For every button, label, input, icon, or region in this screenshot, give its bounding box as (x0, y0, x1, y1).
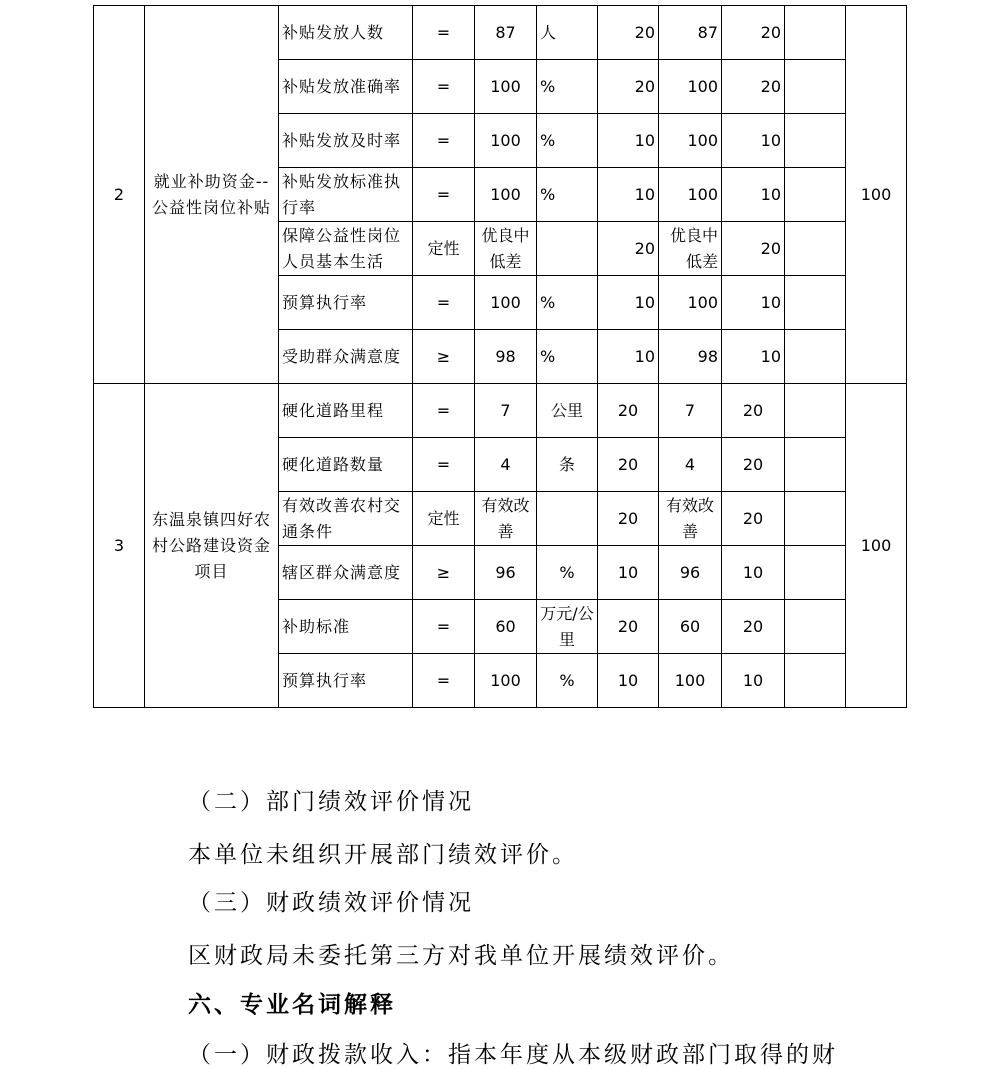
actual-value-cell: 100 (659, 276, 722, 330)
actual-value-cell: 100 (659, 60, 722, 114)
operator-cell: = (413, 114, 475, 168)
operator-cell: = (413, 168, 475, 222)
paragraph-dept-eval: 本单位未组织开展部门绩效评价。 (188, 842, 578, 868)
indicator-score-cell: 20 (722, 384, 785, 438)
unit-cell: % (537, 654, 598, 708)
operator-cell: 定性 (413, 222, 475, 276)
indicator-name-cell: 补助标准 (279, 600, 413, 654)
indicator-score-cell: 20 (722, 492, 785, 546)
table-row (94, 384, 907, 438)
project-score-cell: 100 (846, 384, 907, 708)
indicator-score-cell: 10 (722, 168, 785, 222)
weight-cell: 20 (598, 384, 659, 438)
blank-cell (785, 438, 846, 492)
operator-cell: 定性 (413, 492, 475, 546)
target-value-cell: 100 (475, 60, 537, 114)
blank-cell (785, 600, 846, 654)
target-value-cell: 100 (475, 276, 537, 330)
weight-cell: 20 (598, 492, 659, 546)
unit-cell: % (537, 114, 598, 168)
operator-cell: = (413, 438, 475, 492)
indicator-score-cell: 20 (722, 6, 785, 60)
project-score-cell: 100 (846, 6, 907, 384)
blank-cell (785, 222, 846, 276)
target-value-cell: 100 (475, 168, 537, 222)
blank-cell (785, 330, 846, 384)
actual-value-cell: 87 (659, 6, 722, 60)
unit-cell (537, 492, 598, 546)
weight-cell: 20 (598, 600, 659, 654)
target-value-cell: 98 (475, 330, 537, 384)
blank-cell (785, 276, 846, 330)
target-value-cell: 7 (475, 384, 537, 438)
indicator-name-cell: 保障公益性岗位人员基本生活 (279, 222, 413, 276)
table-row (94, 6, 907, 60)
indicator-name-cell: 有效改善农村交通条件 (279, 492, 413, 546)
actual-value-cell: 100 (659, 654, 722, 708)
indicator-name-cell: 预算执行率 (279, 654, 413, 708)
project-name-cell: 东温泉镇四好农村公路建设资金项目 (145, 384, 279, 708)
weight-cell: 20 (598, 60, 659, 114)
blank-cell (785, 654, 846, 708)
indicator-name-cell: 受助群众满意度 (279, 330, 413, 384)
blank-cell (785, 114, 846, 168)
project-number-cell: 3 (94, 384, 145, 708)
blank-cell (785, 168, 846, 222)
actual-value-cell: 有效改善 (659, 492, 722, 546)
weight-cell: 20 (598, 222, 659, 276)
weight-cell: 10 (598, 168, 659, 222)
indicator-name-cell: 预算执行率 (279, 276, 413, 330)
section-heading-finance-eval: （三）财政绩效评价情况 (188, 890, 474, 916)
indicator-name-cell: 硬化道路里程 (279, 384, 413, 438)
unit-cell: 万元/公里 (537, 600, 598, 654)
section-heading-dept-eval: （二）部门绩效评价情况 (188, 789, 474, 815)
section-heading-glossary: 六、专业名词解释 (188, 992, 396, 1018)
target-value-cell: 100 (475, 114, 537, 168)
actual-value-cell: 4 (659, 438, 722, 492)
target-value-cell: 87 (475, 6, 537, 60)
actual-value-cell: 7 (659, 384, 722, 438)
project-number-cell: 2 (94, 6, 145, 384)
weight-cell: 10 (598, 330, 659, 384)
weight-cell: 10 (598, 546, 659, 600)
weight-cell: 10 (598, 654, 659, 708)
target-value-cell: 优良中低差 (475, 222, 537, 276)
indicator-score-cell: 10 (722, 546, 785, 600)
operator-cell: = (413, 654, 475, 708)
indicator-score-cell: 20 (722, 600, 785, 654)
actual-value-cell: 100 (659, 114, 722, 168)
blank-cell (785, 492, 846, 546)
unit-cell: 公里 (537, 384, 598, 438)
unit-cell: 条 (537, 438, 598, 492)
indicator-score-cell: 10 (722, 276, 785, 330)
unit-cell: % (537, 546, 598, 600)
paragraph-glossary-1: （一）财政拨款收入：指本年度从本级财政部门取得的财 (188, 1042, 838, 1068)
target-value-cell: 有效改善 (475, 492, 537, 546)
actual-value-cell: 98 (659, 330, 722, 384)
indicator-name-cell: 补贴发放标准执行率 (279, 168, 413, 222)
blank-cell (785, 384, 846, 438)
unit-cell: % (537, 60, 598, 114)
unit-cell: 人 (537, 6, 598, 60)
unit-cell (537, 222, 598, 276)
indicator-score-cell: 10 (722, 114, 785, 168)
actual-value-cell: 优良中低差 (659, 222, 722, 276)
operator-cell: = (413, 600, 475, 654)
indicator-name-cell: 辖区群众满意度 (279, 546, 413, 600)
actual-value-cell: 100 (659, 168, 722, 222)
actual-value-cell: 60 (659, 600, 722, 654)
paragraph-finance-eval: 区财政局未委托第三方对我单位开展绩效评价。 (188, 943, 734, 969)
indicator-score-cell: 20 (722, 222, 785, 276)
blank-cell (785, 60, 846, 114)
operator-cell: ≥ (413, 546, 475, 600)
indicator-score-cell: 20 (722, 60, 785, 114)
weight-cell: 10 (598, 276, 659, 330)
indicator-score-cell: 10 (722, 654, 785, 708)
performance-table (93, 5, 907, 708)
operator-cell: = (413, 60, 475, 114)
target-value-cell: 4 (475, 438, 537, 492)
operator-cell: = (413, 6, 475, 60)
operator-cell: = (413, 276, 475, 330)
blank-cell (785, 6, 846, 60)
indicator-name-cell: 硬化道路数量 (279, 438, 413, 492)
operator-cell: = (413, 384, 475, 438)
indicator-name-cell: 补贴发放及时率 (279, 114, 413, 168)
weight-cell: 20 (598, 6, 659, 60)
blank-cell (785, 546, 846, 600)
indicator-score-cell: 10 (722, 330, 785, 384)
weight-cell: 20 (598, 438, 659, 492)
project-name-cell: 就业补助资金--公益性岗位补贴 (145, 6, 279, 384)
indicator-score-cell: 20 (722, 438, 785, 492)
operator-cell: ≥ (413, 330, 475, 384)
target-value-cell: 60 (475, 600, 537, 654)
indicator-name-cell: 补贴发放人数 (279, 6, 413, 60)
unit-cell: % (537, 276, 598, 330)
target-value-cell: 100 (475, 654, 537, 708)
target-value-cell: 96 (475, 546, 537, 600)
indicator-name-cell: 补贴发放准确率 (279, 60, 413, 114)
unit-cell: % (537, 168, 598, 222)
unit-cell: % (537, 330, 598, 384)
actual-value-cell: 96 (659, 546, 722, 600)
weight-cell: 10 (598, 114, 659, 168)
